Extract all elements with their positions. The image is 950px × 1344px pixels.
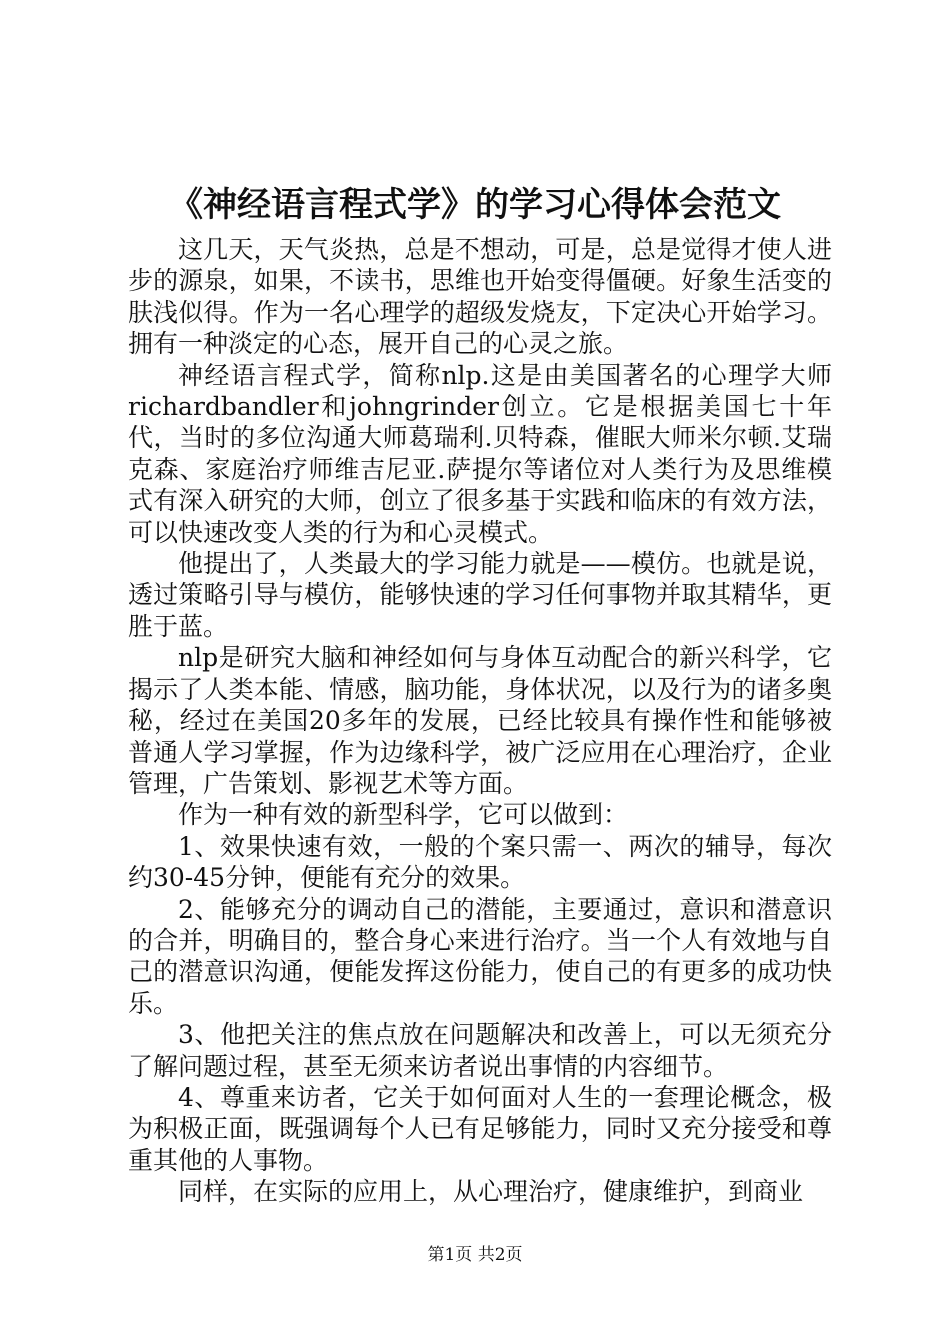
list-item: 3、他把关注的焦点放在问题解决和改善上，可以无须充分了解问题过程，甚至无须来访者说出事情的内容细节。 [128, 1020, 832, 1081]
list-item: 4、尊重来访者，它关于如何面对人生的一套理论概念，极为积极正面，既强调每个人已有足够能力，同时又充分接受和尊重其他的人事物。 [128, 1082, 832, 1175]
document-title: 《神经语言程式学》的学习心得体会范文 [169, 185, 781, 225]
paragraph: 作为一种有效的新型科学，它可以做到： [178, 800, 629, 830]
paragraph: 同样，在实际的应用上，从心理治疗，健康维护，到商业 [178, 1177, 804, 1207]
paragraph: 这几天，天气炎热，总是不想动，可是，总是觉得才使人进步的源泉，如果，不读书，思维也开始变得僵硬。好象生活变的肤浅似得。作为一名心理学的超级发烧友，下定决心开始学习。拥有一种淡定的心态，展开自己的心灵之旅。 [128, 235, 832, 359]
page-footer: 第1页 共2页 [427, 1245, 523, 1265]
paragraph: 他提出了，人类最大的学习能力就是——模仿。也就是说，透过策略引导与模仿，能够快速的学习任何事物并取其精华，更胜于蓝。 [128, 549, 832, 641]
document-body [128, 234, 832, 1208]
list-item: 2、能够充分的调动自己的潜能，主要通过，意识和潜意识的合并，明确目的，整合身心来进行治疗。当一个人有效地与自己的潜意识沟通，便能发挥这份能力，使自己的有更多的成功快乐。 [128, 894, 832, 1018]
paragraph: 神经语言程式学，简称nlp.这是由美国著名的心理学大师richardbandler和johngrinder创立。它是根据美国七十年代，当时的多位沟通大师葛瑞利.贝特森，催眠大师米尔顿.艾瑞克森、家庭治疗师维吉尼亚.萨提尔等诸位对人类行为及思维模式有深入研究的大师，创立了很多基于实践和临床的有效方法，可以快速改变人类的行为和心灵模式。 [128, 360, 832, 547]
paragraph: nlp是研究大脑和神经如何与身体互动配合的新兴科学，它揭示了人类本能、情感，脑功能，身体状况，以及行为的诸多奥秘，经过在美国20多年的发展，已经比较具有操作性和能够被普通人学习掌握，作为边缘科学，被广泛应用在心理治疗，企业管理，广告策划、影视艺术等方面。 [128, 643, 832, 798]
list-item: 1、效果快速有效，一般的个案只需一、两次的辅导，每次约30-45分钟，便能有充分的效果。 [128, 831, 832, 893]
